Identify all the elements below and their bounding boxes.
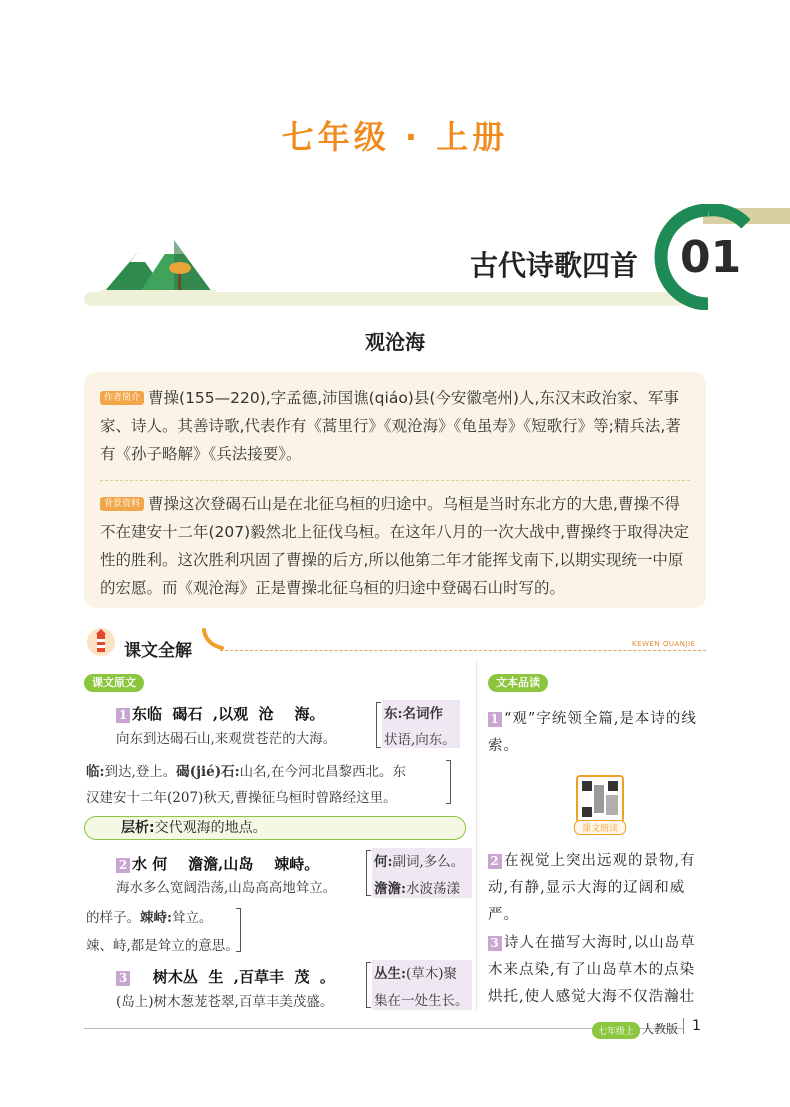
section-title: 课文全解 — [124, 641, 192, 661]
note-bracket — [446, 760, 451, 804]
note-term: 何: — [374, 854, 393, 870]
reading-text: 在视觉上突出远观的景物,有动,有静,显示大海的辽阔和威严。 — [488, 853, 696, 923]
grade-title: 七年级 · 上册 — [281, 118, 509, 156]
background-tag: 背景资料 — [100, 497, 144, 511]
note-he — [374, 850, 474, 870]
section-divider — [220, 650, 706, 651]
poem-line-text: 树木丛 生 ,百草丰 茂 。 — [132, 968, 335, 986]
author-text: 曹操(155—220),字孟德,沛国谯(qiáo)县(今安徽亳州)人,东汉末政治家、军事家、诗人。其善诗歌,代表作有《蒿里行》《观沧海》《龟虽寿》《短歌行》等;精兵法,著有《孙子略解》《兵法接要》。 — [100, 389, 681, 463]
banner-bar — [84, 292, 684, 306]
note-term: 丛生: — [374, 966, 406, 982]
note-def: 到达,登上。 — [104, 764, 177, 780]
section-title-en: KEWEN QUANJIE — [632, 640, 696, 648]
lesson-number: 01 — [680, 232, 742, 283]
point-number: 2 — [488, 854, 502, 869]
note-dandan — [374, 877, 474, 897]
note-bracket — [376, 702, 381, 748]
poem-title: 观沧海 — [365, 330, 425, 354]
note-term: 碣(jié)石: — [176, 764, 240, 780]
note-bracket — [236, 908, 241, 952]
note-def: 副词,多么。 — [392, 854, 465, 870]
mountain-illustration-icon — [100, 236, 216, 296]
poem-line-text: 水 何 澹澹,山岛 竦峙。 — [132, 855, 320, 873]
translation-3: (岛上)树木葱茏苍翠,百草丰美茂盛。 — [116, 994, 334, 1010]
note-def: 耸立。 — [171, 910, 213, 926]
note-term: 东:名词作 — [384, 706, 443, 722]
lesson-title: 古代诗歌四首 — [469, 249, 638, 282]
poem-line-1 — [116, 703, 372, 724]
footer-edition: 人教版 — [642, 1022, 679, 1036]
note-bracket — [366, 850, 371, 896]
reading-point-1 — [488, 706, 710, 760]
translation-1: 向东到达碣石山,来观赏苍茫的大海。 — [116, 731, 337, 747]
note-def: 山名,在今河北昌黎西北。东 — [239, 764, 406, 780]
note-congsheng-cont: 集在一处生长。 — [374, 993, 469, 1009]
note-jieshi-cont: 汉建安十二年(207)秋天,曹操征乌桓时曾路经这里。 — [86, 790, 397, 806]
note-dong-cont: 状语,向东。 — [384, 732, 456, 748]
reading-label: 文本品读 — [488, 674, 548, 692]
author-intro — [100, 384, 690, 468]
line-number: 3 — [116, 971, 130, 986]
footer-grade: 七年级上 — [592, 1022, 640, 1039]
analysis-box — [84, 816, 466, 840]
note-def: 的样子。 — [86, 910, 140, 926]
lighthouse-icon — [86, 626, 116, 658]
author-tag: 作者简介 — [100, 391, 144, 405]
note-term: 澹澹: — [374, 881, 406, 897]
note-songzhi-cont: 竦、峙,都是耸立的意思。 — [86, 938, 239, 954]
poem-line-3 — [116, 966, 372, 987]
page-number: 1 — [692, 1018, 701, 1034]
qr-code-frame[interactable] — [576, 775, 624, 823]
background-intro — [100, 490, 690, 602]
note-congsheng — [374, 962, 474, 982]
background-text: 曹操这次登碣石山是在北征乌桓的归途中。乌桓是当时东北方的大患,曹操不得不在建安十二年(207)毅然北上征伐乌桓。在这年八月的一次大战中,曹操终于取得决定性的胜利。这次胜利巩固了曹操的后方,所以他第二年才能挥戈南下,以期实现统一中原的宏愿。而《观沧海》正是曹操北征乌桓的归途中登碣石山时写的。 — [100, 495, 690, 597]
poem-line-2 — [116, 853, 372, 874]
reading-point-3 — [488, 930, 710, 1011]
qr-code-icon[interactable] — [578, 777, 622, 821]
original-text-label: 课文原文 — [84, 674, 144, 692]
line-number: 2 — [116, 858, 130, 873]
reading-point-2 — [488, 848, 710, 929]
note-def: (草木)聚 — [405, 966, 458, 982]
divider — [100, 480, 690, 481]
note-songzhi — [86, 906, 246, 926]
qr-label[interactable]: 课文朗读 — [574, 820, 626, 835]
swoosh-icon — [200, 626, 226, 652]
note-lin-jieshi — [86, 760, 446, 780]
note-def: 水波荡漾 — [405, 881, 460, 897]
analysis-label: 层析: — [121, 820, 155, 836]
point-number: 3 — [488, 936, 502, 951]
point-number: 1 — [488, 712, 502, 727]
translation-2: 海水多么宽阔浩荡,山岛高高地耸立。 — [116, 880, 337, 896]
reading-text: “观”字统领全篇,是本诗的线索。 — [488, 711, 697, 754]
note-term: 竦峙: — [140, 910, 172, 926]
analysis-text: 交代观海的地点。 — [154, 820, 267, 836]
line-number: 1 — [116, 708, 130, 723]
note-dong — [384, 702, 464, 722]
column-divider — [476, 660, 477, 1010]
reading-text: 诗人在描写大海时,以山岛草木来点染,有了山岛草木的点染烘托,使人感觉大海不仅浩瀚壮 — [488, 935, 696, 1005]
note-term: 临: — [86, 764, 105, 780]
poem-line-text: 东临 碣石 ,以观 沧 海。 — [132, 705, 325, 723]
footer-separator — [683, 1018, 684, 1034]
note-bracket — [366, 962, 371, 1008]
